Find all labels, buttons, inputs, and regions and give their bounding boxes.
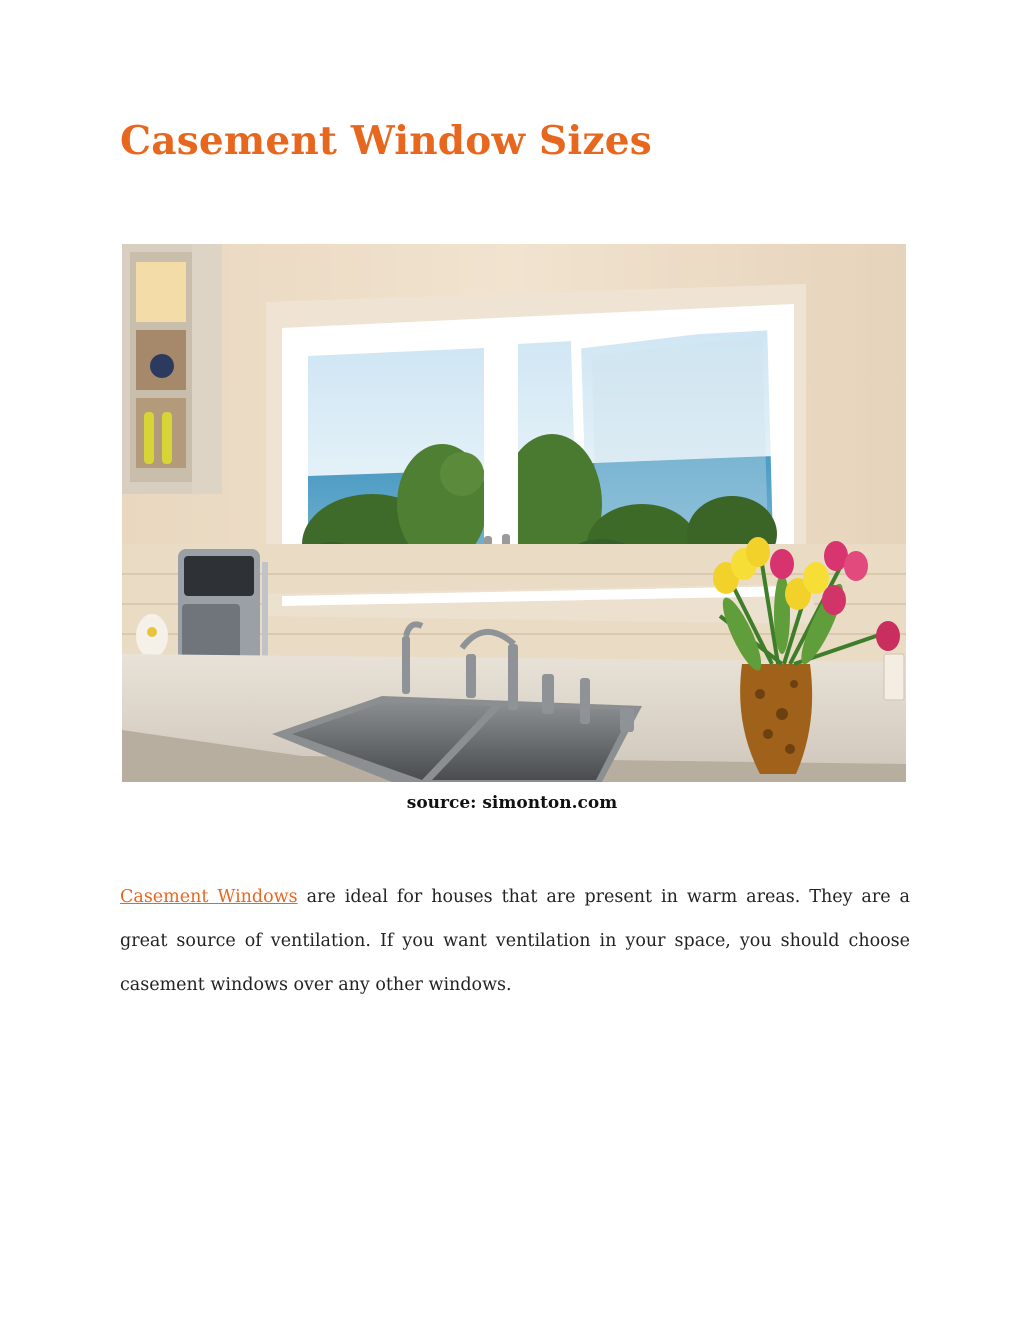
casement-windows-link[interactable]: Casement Windows <box>120 887 298 907</box>
body-paragraph-text: are ideal for houses that are present in warm areas. They are a great source of ventilation. If you want ventilation in your space, you should choose casement windows over any other windows. <box>120 887 910 995</box>
page-title: Casement Window Sizes <box>120 118 652 164</box>
kitchen-casement-window-photo <box>122 244 906 782</box>
body-paragraph <box>120 875 910 1007</box>
image-caption: source: simonton.com <box>406 793 618 813</box>
